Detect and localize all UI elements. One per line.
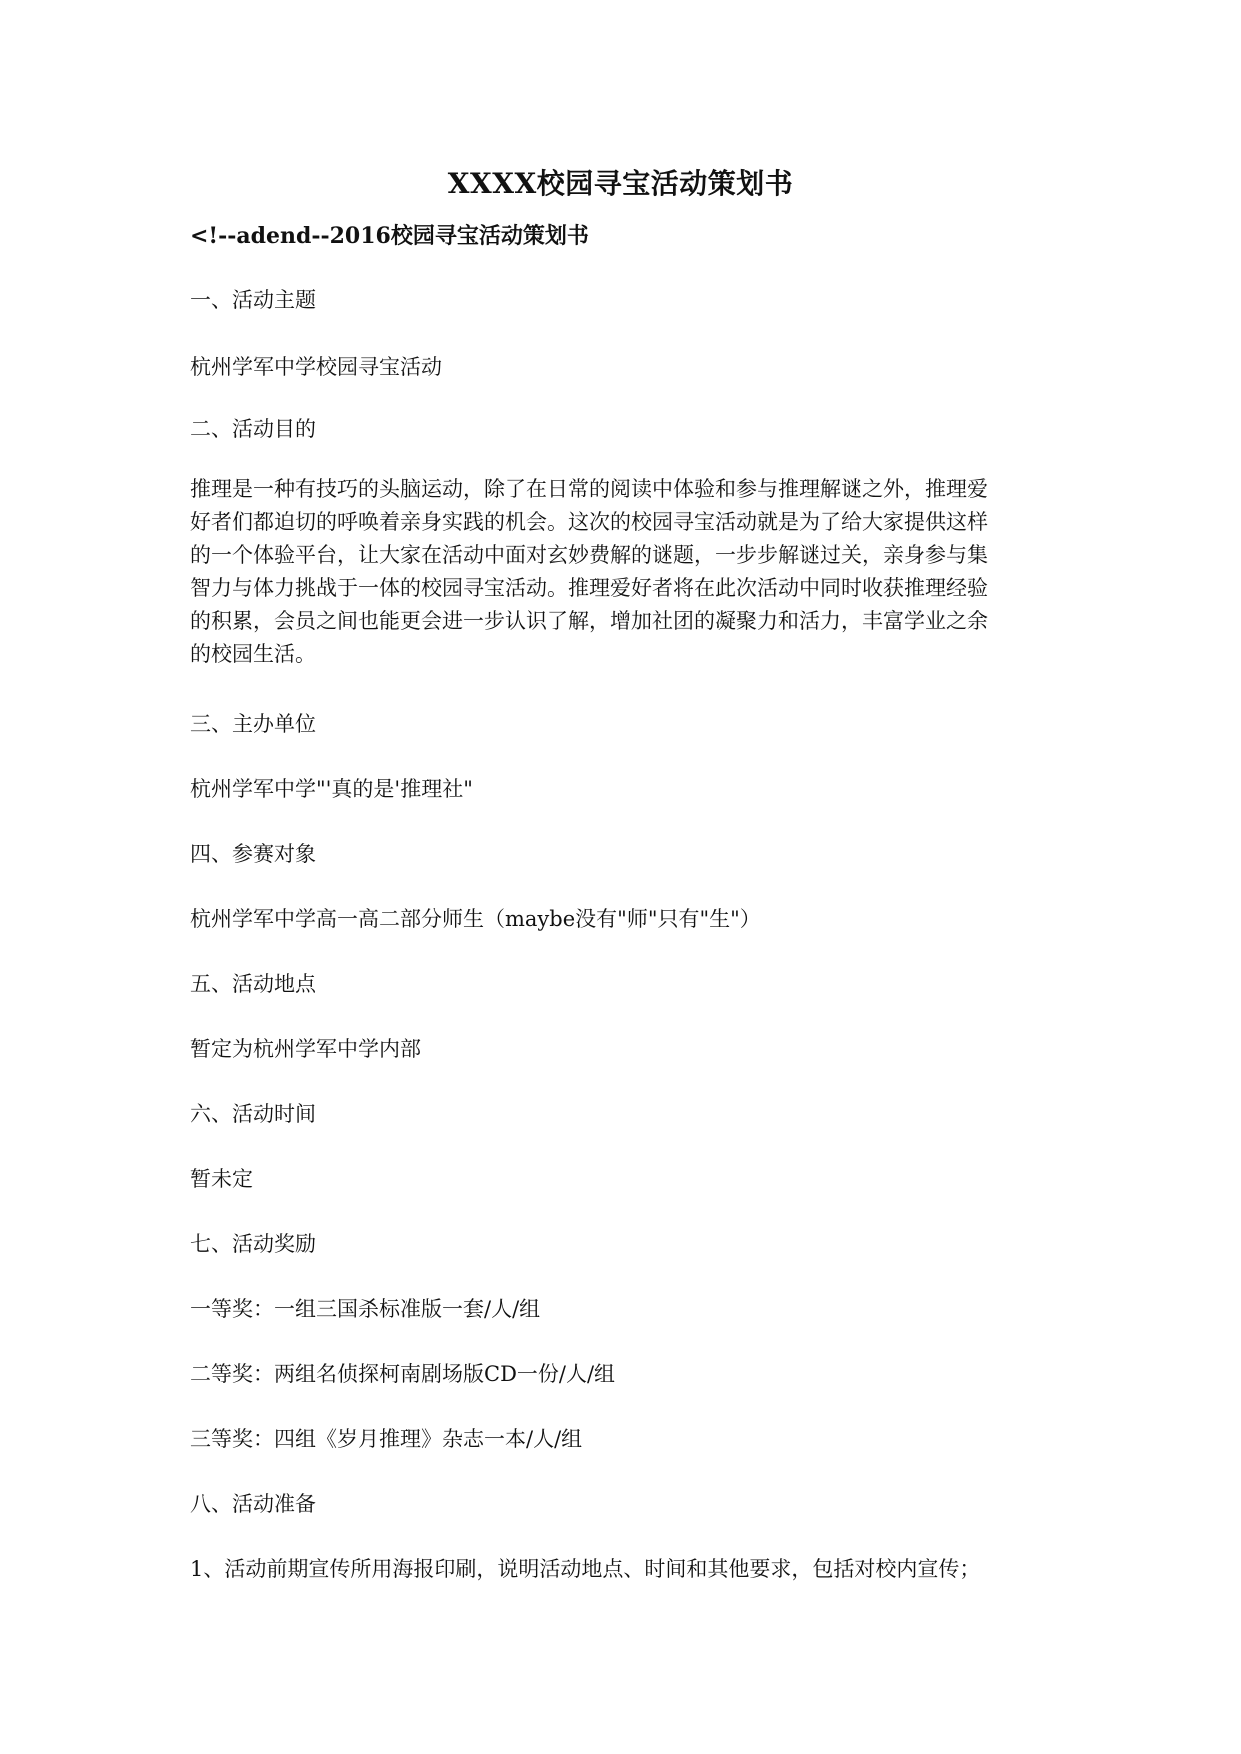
section-heading-rewards: 七、活动奖励 — [190, 1232, 316, 1256]
purpose-line: 的校园生活。 — [190, 642, 316, 666]
time-text: 暂未定 — [190, 1167, 253, 1191]
section-heading-organizer: 三、主办单位 — [190, 712, 316, 736]
organizer-text: 杭州学军中学"'真的是'推理社" — [190, 777, 473, 801]
purpose-line: 的一个体验平台，让大家在活动中面对玄妙费解的谜题，一步步解谜过关，亲身参与集 — [190, 543, 988, 567]
section-heading-location: 五、活动地点 — [190, 972, 316, 996]
participants-text: 杭州学军中学高一高二部分师生（maybe没有"师"只有"生"） — [190, 907, 761, 931]
section-heading-purpose: 二、活动目的 — [190, 417, 316, 441]
purpose-paragraph — [190, 473, 1060, 671]
section-heading-participants: 四、参赛对象 — [190, 842, 316, 866]
section-heading-preparation: 八、活动准备 — [190, 1492, 316, 1516]
document-title: XXXX校园寻宝活动策划书 — [447, 167, 794, 200]
section-heading-theme: 一、活动主题 — [190, 288, 316, 312]
theme-text: 杭州学军中学校园寻宝活动 — [190, 355, 442, 379]
section-heading-time: 六、活动时间 — [190, 1102, 316, 1126]
document-subtitle: <!--adend--2016校园寻宝活动策划书 — [190, 223, 589, 249]
prize-second: 二等奖：两组名侦探柯南剧场版CD一份/人/组 — [190, 1362, 616, 1386]
prize-third: 三等奖：四组《岁月推理》杂志一本/人/组 — [190, 1427, 583, 1451]
purpose-line: 智力与体力挑战于一体的校园寻宝活动。推理爱好者将在此次活动中同时收获推理经验 — [190, 576, 988, 600]
prize-first: 一等奖：一组三国杀标准版一套/人/组 — [190, 1297, 541, 1321]
purpose-line: 好者们都迫切的呼唤着亲身实践的机会。这次的校园寻宝活动就是为了给大家提供这样 — [190, 510, 988, 534]
purpose-line: 的积累，会员之间也能更会进一步认识了解，增加社团的凝聚力和活力，丰富学业之余 — [190, 609, 988, 633]
purpose-line: 推理是一种有技巧的头脑运动，除了在日常的阅读中体验和参与推理解谜之外，推理爱 — [190, 477, 988, 501]
location-text: 暂定为杭州学军中学内部 — [190, 1037, 421, 1061]
preparation-item-1: 1、活动前期宣传所用海报印刷，说明活动地点、时间和其他要求，包括对校内宣传； — [190, 1557, 981, 1581]
